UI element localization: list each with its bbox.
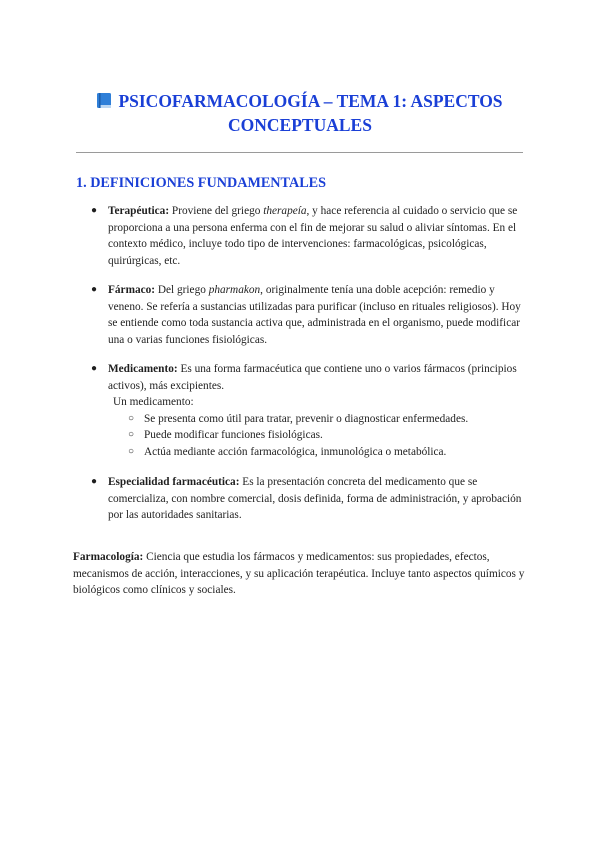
bullet-icon: ● bbox=[91, 205, 98, 216]
section-heading: 1. DEFINICIONES FUNDAMENTALES bbox=[76, 175, 327, 191]
sub-list bbox=[108, 411, 528, 461]
definition-text: , originalmente tenía una doble acepción: remedio y veneno. Se refería a sustancias utilizadas para purificar (incluso en rituales religiosos). Hoy se entiende como toda sustancia activa que, administrada en el organismo, puede modificar una o varias funciones fisiológicas. bbox=[108, 284, 521, 346]
sub-list-item-text: Puede modificar funciones fisiológicas. bbox=[144, 429, 323, 441]
sub-list-item-text: Se presenta como útil para tratar, prevenir o diagnosticar enfermedades. bbox=[144, 412, 469, 425]
definition-text: Del griego bbox=[155, 284, 209, 296]
horizontal-rule bbox=[76, 152, 523, 153]
sub-list-item bbox=[108, 427, 528, 444]
farmacologia-paragraph bbox=[73, 549, 529, 599]
definition-text: Proviene del griego bbox=[169, 205, 264, 217]
blue-book-icon bbox=[97, 93, 111, 108]
definition-item-terapeutica bbox=[91, 203, 528, 269]
definition-text: Es la presentación concreta del medicamento que se comercializa, con nombre comercial, dosis definida, forma de administración, y aprobación por las autoridades sanitarias. bbox=[108, 476, 522, 521]
greek-term: therapeía bbox=[263, 205, 307, 217]
bullet-icon: ● bbox=[91, 284, 98, 295]
sub-list-item-text: Actúa mediante acción farmacológica, inmunológica o metabólica. bbox=[144, 445, 447, 458]
term-label: Terapéutica: bbox=[108, 205, 170, 217]
title-line-1: PSICOFARMACOLOGÍA – TEMA 1: ASPECTOS bbox=[118, 91, 503, 111]
bullet-icon: ● bbox=[91, 363, 98, 374]
definition-item-farmaco bbox=[91, 282, 528, 348]
sublist-intro: Un medicamento: bbox=[113, 396, 194, 408]
sub-list-item bbox=[108, 444, 528, 461]
term-label: Especialidad farmacéutica: bbox=[108, 476, 240, 488]
greek-term: pharmakon bbox=[208, 284, 261, 296]
document-title bbox=[60, 89, 540, 137]
sub-list-item bbox=[108, 411, 528, 428]
definition-text: Es una forma farmacéutica que contiene uno o varios fármacos (principios activos), más excipientes. bbox=[108, 363, 517, 392]
term-label: Farmacología: bbox=[73, 551, 144, 563]
term-label: Medicamento: bbox=[108, 363, 178, 375]
title-line-2: CONCEPTUALES bbox=[228, 115, 372, 135]
circle-bullet-icon: ○ bbox=[128, 429, 135, 440]
circle-bullet-icon: ○ bbox=[128, 445, 135, 457]
definition-text: Ciencia que estudia los fármacos y medicamentos: sus propiedades, efectos, mecanismos de acción, interacciones, y su aplicación terapéutica. Incluye tanto aspectos químicos y biológicos como clínicos y sociales. bbox=[73, 551, 525, 596]
bullet-icon: ● bbox=[91, 476, 98, 487]
term-label: Fármaco: bbox=[108, 284, 156, 296]
definition-item-especialidad bbox=[91, 474, 528, 524]
definition-item-medicamento bbox=[91, 361, 528, 460]
definition-text: , y hace referencia al cuidado o servicio que se proporciona a una persona enferma con el fin de mejorar su salud o aliviar síntomas. En el contexto médico, incluye todo tipo de intervenciones: farmacológicas, psicológicas, quirúrgicas, etc. bbox=[108, 205, 518, 267]
circle-bullet-icon: ○ bbox=[128, 412, 135, 424]
